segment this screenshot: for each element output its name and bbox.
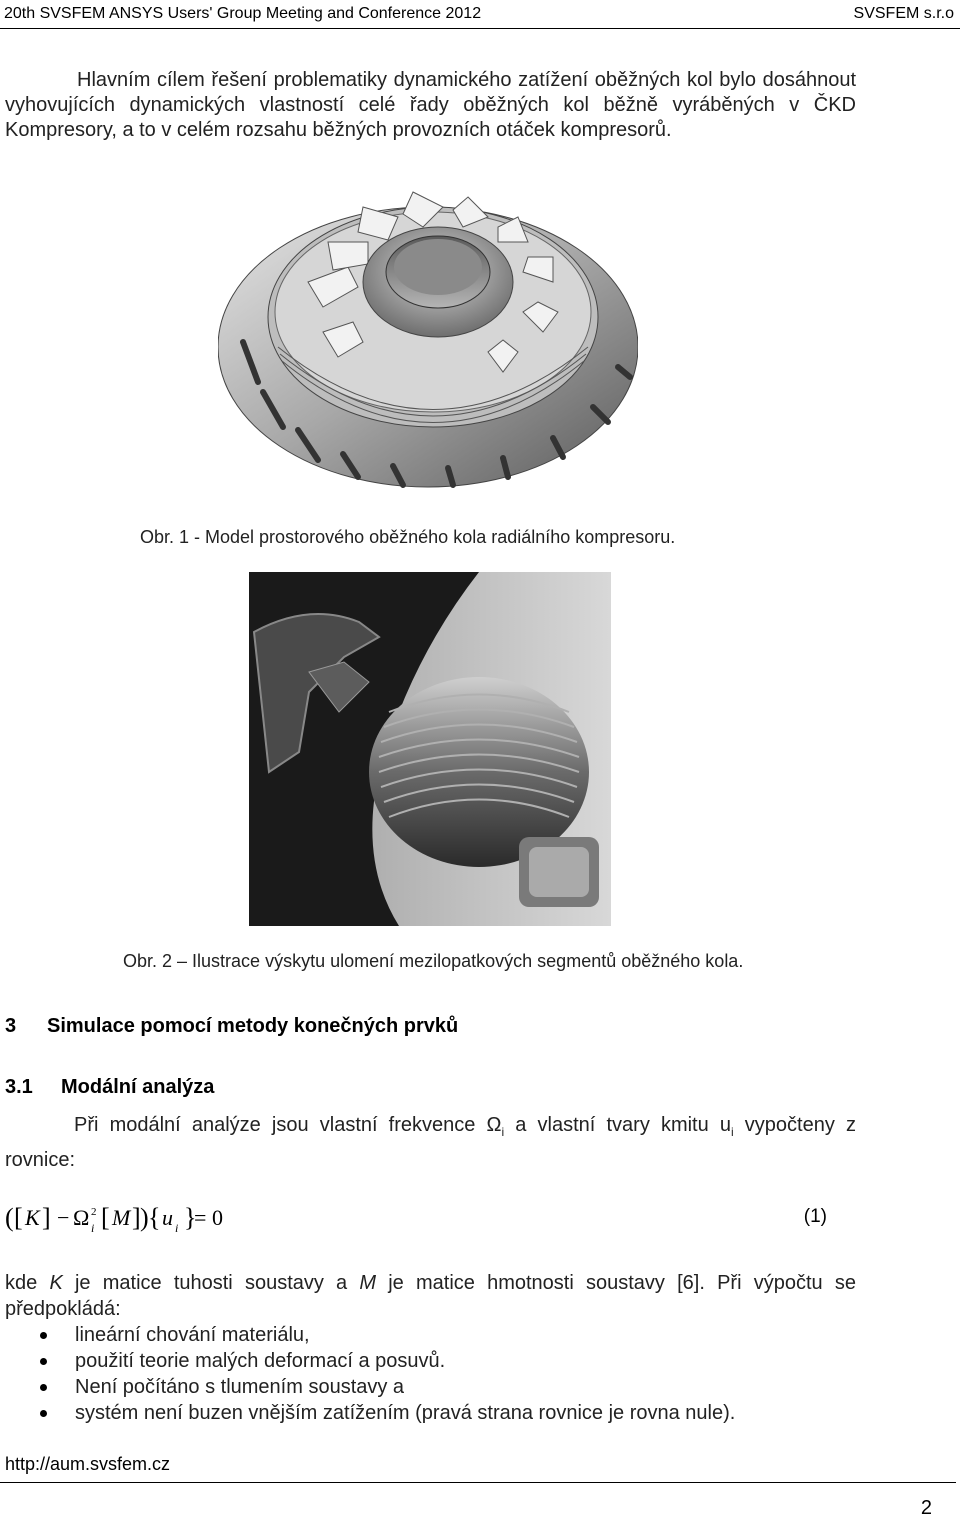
eigenvalue-equation (5, 1198, 225, 1238)
equation-number: (1) (803, 1206, 827, 1227)
equation-1 (5, 1196, 827, 1236)
svg-text:i: i (91, 1221, 95, 1235)
footer-divider (0, 1482, 956, 1483)
page-header (0, 0, 960, 29)
damaged-impeller-photo (249, 572, 611, 926)
intro-paragraph (5, 68, 856, 143)
header-conference-title: 20th SVSFEM ANSYS Users' Group Meeting and Conference 2012 (4, 5, 482, 22)
figure-2-caption: Obr. 2 – Ilustrace výskytu ulomení mezilopatkových segmentů oběžného kola. (123, 951, 744, 971)
header-organization: SVSFEM s.r.o (853, 5, 954, 22)
list-item: Není počítáno s tlumením soustavy a (40, 1374, 735, 1400)
kde-text-3: je matice hmotnosti soustavy [6]. Při výpočtu se předpokládá: (5, 1272, 856, 1320)
kde-paragraph (5, 1270, 856, 1322)
modal-text-3: vypočteny z rovnice: (5, 1114, 856, 1171)
svg-text:=: = (194, 1205, 207, 1230)
kde-m: M (359, 1272, 377, 1294)
section-title: Simulace pomocí metody konečných prvků (47, 1015, 459, 1037)
subsection-heading (5, 1076, 214, 1099)
svg-text:Ω: Ω (73, 1205, 90, 1230)
svg-text:u: u (162, 1205, 173, 1230)
svg-text:]: ] (42, 1203, 51, 1232)
subsection-number: 3.1 (5, 1076, 33, 1098)
svg-text:{: { (148, 1203, 161, 1232)
modal-text-1: Při modální analýze jsou vlastní frekvence Ω (74, 1114, 502, 1136)
svg-text:[: [ (101, 1203, 110, 1232)
svg-text:}: } (184, 1203, 197, 1232)
assumption-list (40, 1322, 735, 1426)
svg-text:i: i (175, 1221, 179, 1235)
svg-text:2: 2 (91, 1206, 97, 1218)
figure-1-caption: Obr. 1 - Model prostorového oběžného kola radiálního kompresoru. (140, 527, 676, 547)
omega-subscript: i (501, 1125, 505, 1139)
svg-text:0: 0 (212, 1205, 223, 1230)
section-heading (5, 1015, 458, 1038)
svg-text:): ) (140, 1203, 149, 1232)
list-item: použití teorie malých deformací a posuvů. (40, 1348, 735, 1374)
modal-analysis-paragraph (5, 1111, 856, 1174)
page-number: 2 (920, 1497, 932, 1519)
svg-text:]: ] (132, 1203, 141, 1232)
kde-text-1: kde (5, 1272, 50, 1294)
list-item: lineární chování materiálu, (40, 1322, 735, 1348)
svg-text:[: [ (14, 1203, 23, 1232)
modal-text-2: a vlastní tvary kmitu u (504, 1114, 731, 1136)
intro-text: Hlavním cílem řešení problematiky dynamického zatížení oběžných kol bylo dosáhnout vyhovujících dynamických vlastností celé řady oběžných kol běžně vyráběných v ČKD Kompresory, a to v celém rozsahu běžných provozních otáček kompresorů. (5, 69, 856, 141)
impeller-model-figure (218, 172, 638, 492)
subsection-title: Modální analýza (61, 1076, 215, 1098)
list-item: systém není buzen vnějším zatížením (pravá strana rovnice je rovna nule). (40, 1400, 735, 1426)
svg-text:−: − (57, 1205, 70, 1230)
section-number: 3 (5, 1015, 17, 1037)
kde-text-2: je matice tuhosti soustavy a (62, 1272, 360, 1294)
svg-text:K: K (25, 1205, 40, 1230)
footer-url: http://aum.svsfem.cz (5, 1454, 171, 1474)
svg-text:(: ( (5, 1203, 14, 1232)
svg-text:M: M (112, 1205, 131, 1230)
kde-k: K (49, 1272, 63, 1294)
u-subscript: i (731, 1125, 734, 1139)
